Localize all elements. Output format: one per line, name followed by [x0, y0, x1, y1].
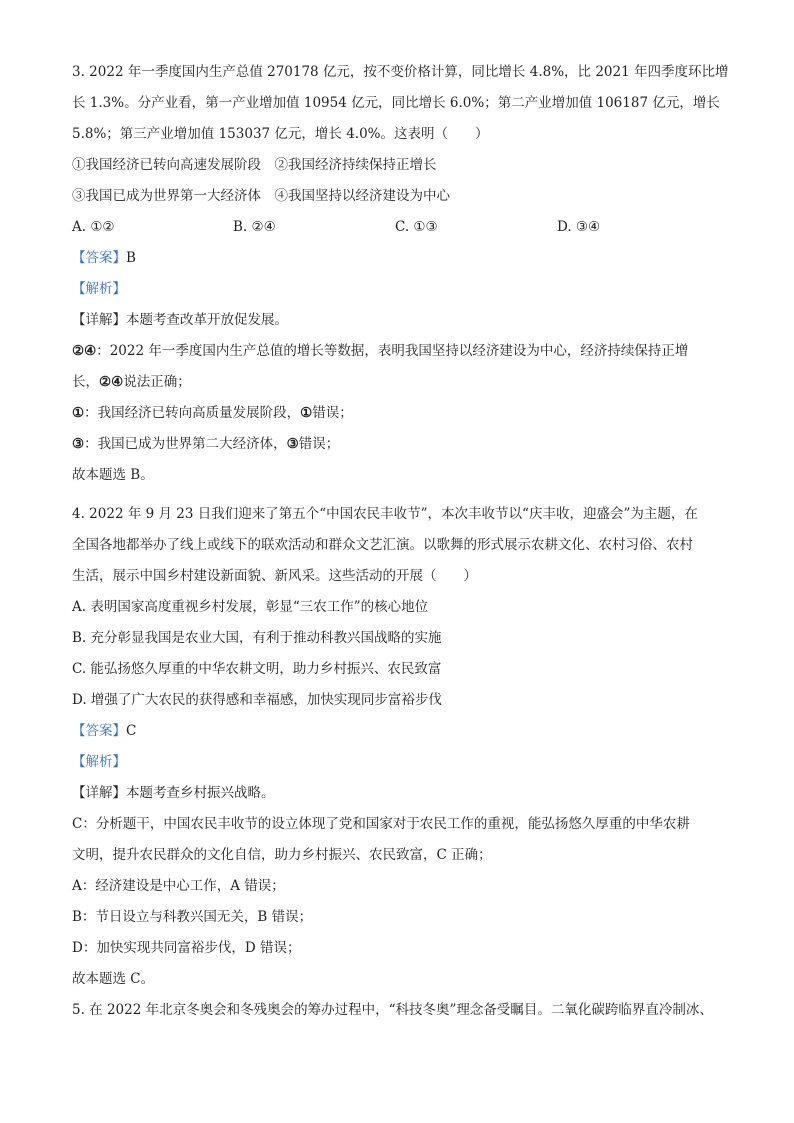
q3-stem-line-2: 长 1.3%。分产业看，第一产业增加值 10954 亿元，同比增长 6.0%；第二产业增加值 106187 亿元，增长 [72, 95, 720, 111]
q4-detail [72, 783, 275, 803]
q3-analysis-tag [72, 279, 126, 299]
q4-explanation-1-cont: 文明，提升农民群众的文化自信，助力乡村振兴、农民致富，C 正确； [72, 847, 492, 863]
q4-option-c: C. 能弘扬悠久厚重的中华农耕文明，助力乡村振兴、农民致富 [72, 661, 442, 677]
answer-tag: 【答案】 [72, 723, 126, 739]
q3-conclusion: 故本题选 B。 [72, 467, 154, 483]
q4-analysis-tag [72, 752, 126, 772]
explanation-text: 错误； [298, 436, 340, 452]
answer-value: C [126, 723, 137, 739]
q5-stem-line-1: 5. 在 2022 年北京冬奥会和冬残奥会的筹办过程中，“科技冬奥”理念备受瞩目。二氧化碳跨临界直冷制冰、 [72, 1002, 713, 1018]
circled-mark: ③ [286, 436, 299, 452]
explanation-text: ：我国经济已转向高质量发展阶段， [84, 405, 301, 421]
q3-answer [72, 248, 136, 268]
analysis-tag: 【解析】 [72, 281, 126, 297]
q3-option-c: C. ①③ [395, 219, 438, 235]
circled-mark: ① [300, 405, 313, 421]
explanation-text: 错误； [312, 405, 353, 421]
detail-tag: 【详解】 [72, 312, 126, 328]
q4-answer [72, 721, 136, 741]
q3-statements-2: ③我国已成为世界第一大经济体 ④我国坚持以经济建设为中心 [72, 188, 450, 204]
q4-explanation-3: B：节日设立与科教兴国无关，B 错误； [72, 909, 313, 925]
q3-option-b: B. ②④ [233, 219, 276, 235]
q3-explanation-2 [72, 403, 353, 423]
q4-option-a: A. 表明国家高度重视乡村发展，彰显“三农工作”的核心地位 [72, 599, 429, 615]
q3-explanation-1 [72, 341, 688, 361]
q4-explanation-2: A：经济建设是中心工作，A 错误； [72, 878, 285, 894]
explanation-text: 长， [72, 374, 99, 390]
analysis-tag: 【解析】 [72, 754, 126, 770]
answer-tag: 【答案】 [72, 250, 126, 266]
q4-explanation-1: C：分析题干，中国农民丰收节的设立体现了党和国家对于农民工作的重视，能弘扬悠久厚重的中华农耕 [72, 816, 690, 832]
q4-option-b: B. 充分彰显我国是农业大国，有利于推动科教兴国战略的实施 [72, 630, 442, 646]
circled-mark: ① [72, 405, 85, 421]
q3-stem-line-3: 5.8%；第三产业增加值 153037 亿元，增长 4.0%。这表明（ ） [72, 126, 489, 142]
q4-stem-line-3: 生活，展示中国乡村建设新面貌、新风采。这些活动的开展（ ） [72, 568, 477, 584]
q4-stem-line-1: 4. 2022 年 9 月 23 日我们迎来了第五个“中国农民丰收节”，本次丰收节以“庆丰收，迎盛会”为主题，在 [72, 506, 698, 522]
detail-text: 本题考查改革开放促发展。 [126, 312, 288, 328]
detail-tag: 【详解】 [72, 785, 126, 801]
q3-option-d: D. ③④ [557, 219, 601, 235]
q3-explanation-1-cont [72, 372, 191, 392]
q3-statements-1: ①我国经济已转向高速发展阶段 ②我国经济持续保持正增长 [72, 157, 437, 173]
circled-marks: ②④ [72, 343, 97, 359]
q3-explanation-3 [72, 434, 339, 454]
explanation-text: ：2022 年一季度国内生产总值的增长等数据，表明我国坚持以经济建设为中心，经济持续保持正增 [96, 343, 689, 359]
circled-marks: ②④ [99, 374, 124, 390]
circled-mark: ③ [72, 436, 85, 452]
q3-option-a: A. ①② [72, 219, 115, 235]
q3-stem-line-1: 3. 2022 年一季度国内生产总值 270178 亿元，按不变价格计算，同比增长 4.8%，比 2021 年四季度环比增 [72, 64, 729, 80]
q4-explanation-4: D：加快实现共同富裕步伐，D 错误； [72, 940, 301, 956]
q4-conclusion: 故本题选 C。 [72, 971, 155, 987]
explanation-text: 说法正确； [123, 374, 191, 390]
q3-detail [72, 310, 288, 330]
detail-text: 本题考查乡村振兴战略。 [126, 785, 275, 801]
q4-stem-line-2: 全国各地都举办了线上或线下的联欢活动和群众文艺汇演。以歌舞的形式展示农耕文化、农村习俗、农村 [72, 537, 693, 553]
q4-option-d: D. 增强了广大农民的获得感和幸福感，加快实现同步富裕步伐 [72, 692, 442, 708]
answer-value: B [126, 250, 136, 266]
q3-options [72, 217, 728, 237]
explanation-text: ：我国已成为世界第二大经济体， [84, 436, 287, 452]
